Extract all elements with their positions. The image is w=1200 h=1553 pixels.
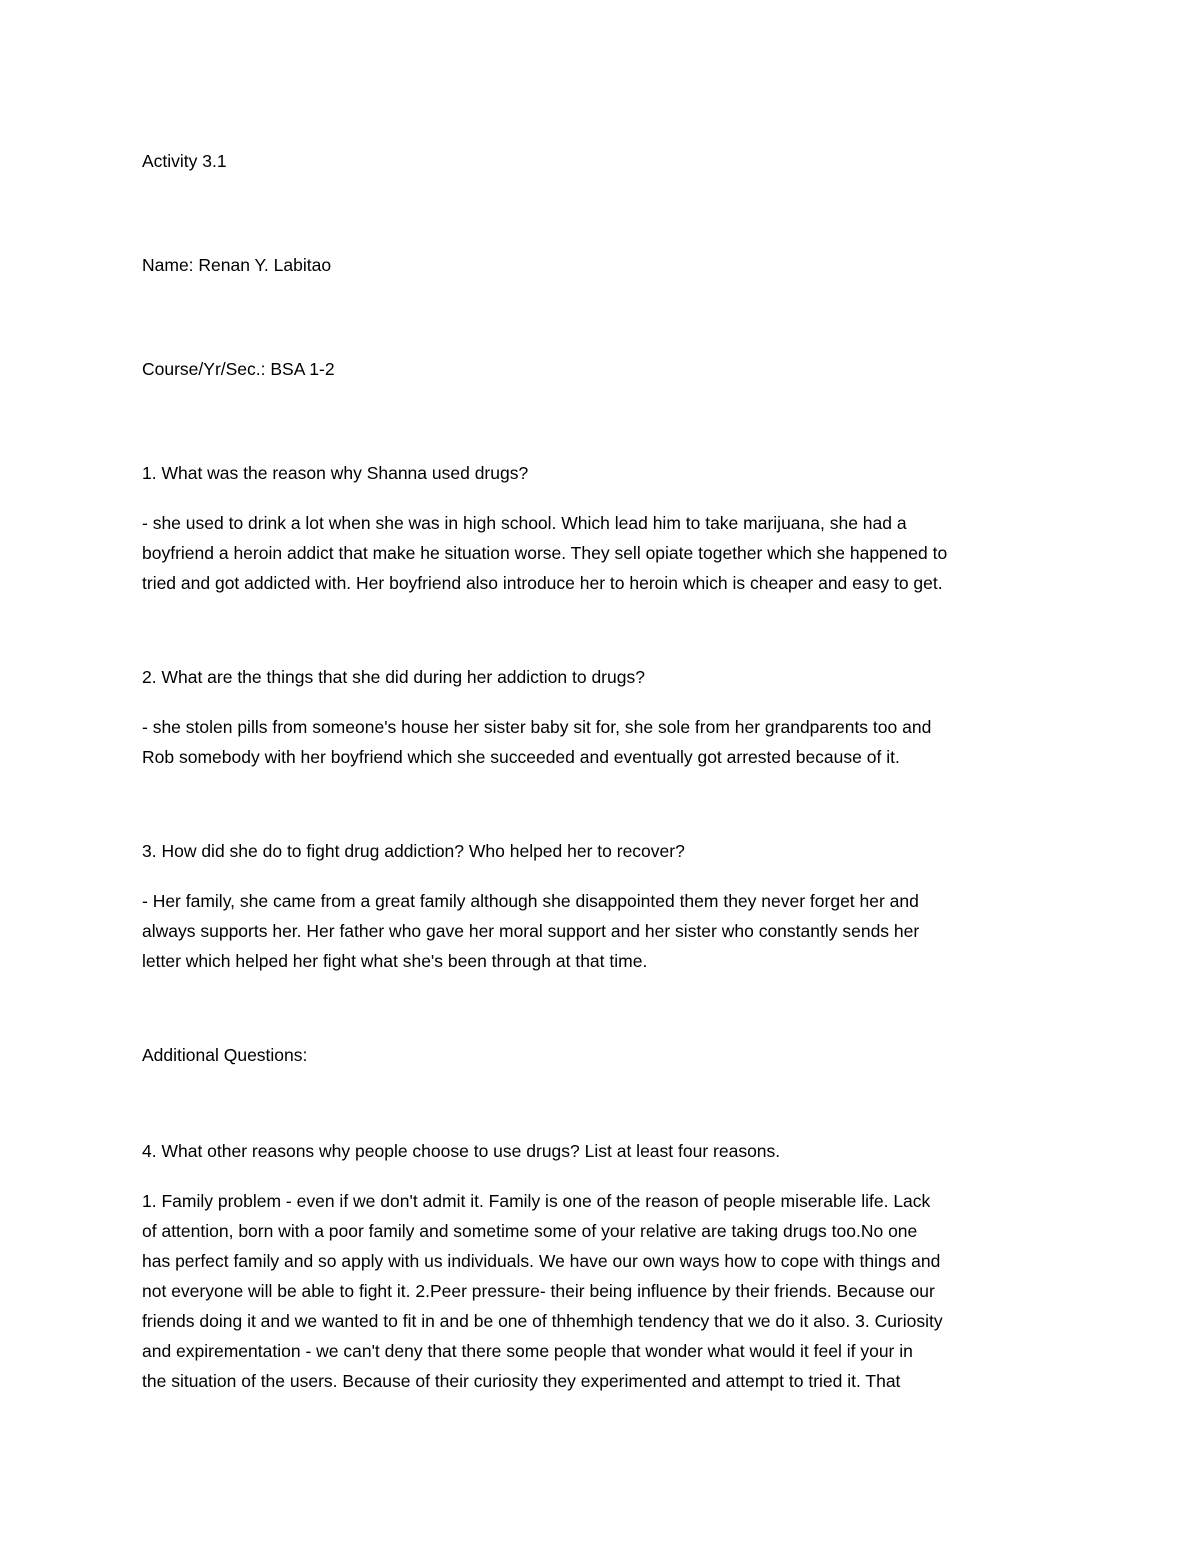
answer-4-line-1: 1. Family problem - even if we don't admit it. Family is one of the reason of people miserable life. Lack (142, 1191, 931, 1211)
question-3: 3. How did she do to fight drug addiction? Who helped her to recover? (142, 841, 685, 861)
document-body (142, 146, 1072, 1396)
question-1: 1. What was the reason why Shanna used drugs? (142, 463, 529, 483)
question-4: 4. What other reasons why people choose to use drugs? List at least four reasons. (142, 1141, 781, 1161)
answer-4-line-2: of attention, born with a poor family and sometime some of your relative are taking drugs too.No one (142, 1221, 918, 1241)
answer-3-line-2: always supports her. Her father who gave her moral support and her sister who constantly sends her (142, 921, 920, 941)
question-2: 2. What are the things that she did during her addiction to drugs? (142, 667, 645, 687)
answer-4-line-4: not everyone will be able to fight it. 2.Peer pressure- their being influence by their friends. Because our (142, 1281, 935, 1301)
answer-4-line-6: and expirementation - we can't deny that there some people that wonder what would it feel if your in (142, 1341, 913, 1361)
answer-4-line-7: the situation of the users. Because of their curiosity they experimented and attempt to tried it. That (142, 1371, 901, 1391)
answer-1-line-3: tried and got addicted with. Her boyfriend also introduce her to heroin which is cheaper and easy to get. (142, 573, 943, 593)
answer-4-line-5: friends doing it and we wanted to fit in and be one of thhemhigh tendency that we do it also. 3. Curiosity (142, 1311, 943, 1331)
additional-heading: Additional Questions: (142, 1045, 308, 1065)
student-name: Name: Renan Y. Labitao (142, 255, 332, 275)
answer-2-line-2: Rob somebody with her boyfriend which she succeeded and eventually got arrested because of it. (142, 747, 900, 767)
answer-2-line-1: - she stolen pills from someone's house her sister baby sit for, she sole from her grandparents too and (142, 717, 932, 737)
activity-title: Activity 3.1 (142, 151, 227, 171)
answer-4-line-3: has perfect family and so apply with us individuals. We have our own ways how to cope with things and (142, 1251, 941, 1271)
answer-1-line-1: - she used to drink a lot when she was in high school. Which lead him to take marijuana, she had a (142, 513, 907, 533)
answer-3-line-3: letter which helped her fight what she's been through at that time. (142, 951, 648, 971)
answer-3-line-1: - Her family, she came from a great family although she disappointed them they never forget her and (142, 891, 919, 911)
course-section: Course/Yr/Sec.: BSA 1-2 (142, 359, 335, 379)
answer-1-line-2: boyfriend a heroin addict that make he situation worse. They sell opiate together which she happened to (142, 543, 948, 563)
